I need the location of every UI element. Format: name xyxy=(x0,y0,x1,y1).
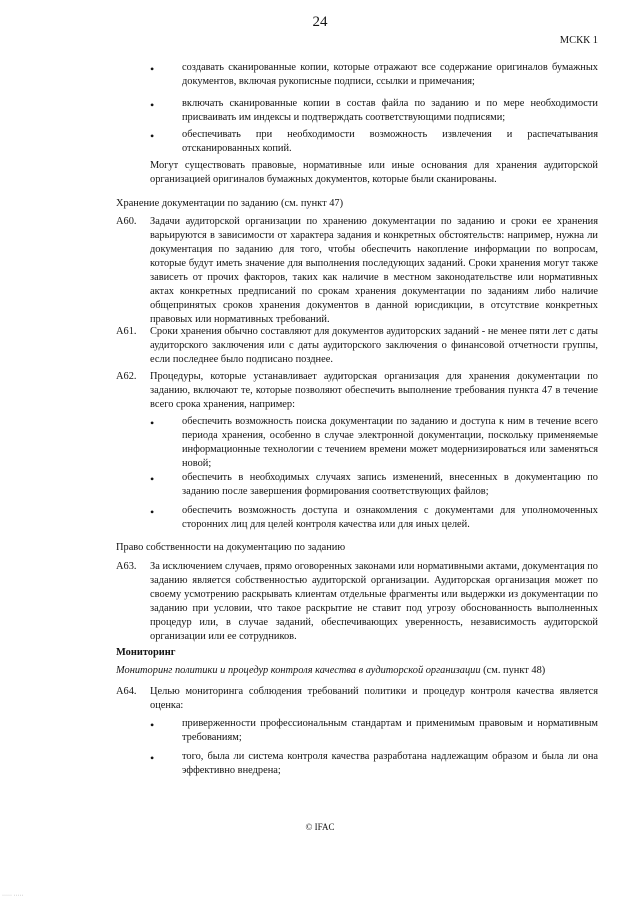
scan-artifact: ····· ····· xyxy=(2,893,24,899)
body-paragraph: Могут существовать правовые, нормативные или иные основания для хранения аудиторской организацией оригиналов бумажных документов, которые были сканированы. xyxy=(150,160,598,185)
bullet-dot-icon: • xyxy=(150,718,155,732)
paragraph-number: A61. xyxy=(116,326,137,337)
running-header: МСКК 1 xyxy=(559,35,598,46)
page-footer: © IFAC xyxy=(305,822,335,832)
bullet-dot-icon: • xyxy=(150,98,155,112)
paragraph-a61: Сроки хранения обычно составляют для документов аудиторских заданий - не менее пяти лет с даты аудиторского заключения или с даты аудиторского заключения о финансовой отчетности группы, если последнее было подписано позднее. xyxy=(150,326,598,365)
section-heading-ownership: Право собственности на документацию по заданию xyxy=(116,542,346,553)
paragraph-number: A60. xyxy=(116,216,137,227)
paragraph-a64: Целью мониторинга соблюдения требований политики и процедур контроля качества является оценка: xyxy=(150,686,598,711)
bullet-dot-icon: • xyxy=(150,416,155,430)
paragraph-number: A63. xyxy=(116,561,137,572)
paragraph-a62: Процедуры, которые устанавливает аудиторская организация для хранения документации по заданию, включают те, которые позволяют обеспечить выполнение требования пункта 47 в течение всего срока хранения, например: xyxy=(150,371,598,410)
list-item: обеспечить возможность доступа и ознакомления с документами для уполномоченных сторонних лиц для целей контроля качества или для иных целей. xyxy=(182,505,598,530)
section-heading-monitoring: Мониторинг xyxy=(116,647,176,658)
paragraph-a63: За исключением случаев, прямо оговоренных законами или нормативными актами, документация по заданию является собственностью аудиторской организации. Аудиторская организация может по своему усмотрению раскрывать клиентам отдельные фрагменты или выдержки из документации по заданию при условии, что такое раскрытие не ставит под угрозу обоснованность выполненных процедур или, в случае заданий, обеспечивающих уверенность, независимость аудиторской организации или ее сотрудников. xyxy=(150,561,598,642)
list-item: создавать сканированные копии, которые отражают все содержание оригиналов бумажных документов, включая рукописные подписи, ссылки и примечания; xyxy=(182,62,598,87)
bullet-dot-icon: • xyxy=(150,62,155,76)
paragraph-number: A64. xyxy=(116,686,137,697)
list-item: обеспечивать при необходимости возможность извлечения и распечатывания отсканированных копий. xyxy=(182,129,598,154)
page-number: 24 xyxy=(312,14,328,30)
list-item: приверженности профессиональным стандартам и применимым правовым и нормативным требованиям; xyxy=(182,718,598,743)
bullet-dot-icon: • xyxy=(150,472,155,486)
bullet-dot-icon: • xyxy=(150,129,155,143)
list-item: включать сканированные копии в состав файла по заданию и по мере необходимости присваивать им индексы и подтверждать соответствующими подписями; xyxy=(182,98,598,123)
subsection-heading-ref: (см. пункт 48) xyxy=(480,665,546,676)
list-item: обеспечить возможность поиска документации по заданию и доступа к ним в течение всего периода хранения, особенно в случае электронной документации, поскольку применяемые информационные технологии с течением времени может модернизироваться или заменяться новой; xyxy=(182,416,598,469)
list-item: обеспечить в необходимых случаях запись изменений, внесенных в документацию по заданию после завершения формирования соответствующих файлов; xyxy=(182,472,598,497)
bullet-dot-icon: • xyxy=(150,751,155,765)
subsection-heading-title: Мониторинг политики и процедур контроля качества в аудиторской организации xyxy=(116,665,481,676)
bullet-dot-icon: • xyxy=(150,505,155,519)
list-item: того, была ли система контроля качества разработана надлежащим образом и была ли она эффективно внедрена; xyxy=(182,751,598,776)
paragraph-number: A62. xyxy=(116,371,137,382)
subsection-heading-monitoring xyxy=(116,664,598,678)
section-heading-retention: Хранение документации по заданию (см. пункт 47) xyxy=(116,198,344,209)
paragraph-a60: Задачи аудиторской организации по хранению документации по заданию и сроки ее хранения варьируются в зависимости от характера задания и конкретных обстоятельств: например, нужна ли документация по заданию для того, чтобы обеспечить накопление информации по вопросам, которые будут иметь значение для выполнения последующих заданий. Сроки хранения могут также зависеть от прочих факторов, таких как наличие в местном законодательстве или нормативных актах конкретных предписаний по срокам хранения документации по заданиям либо наличие общепринятых сроков хранения документов в данной юрисдикции, в отсутствие конкретных правовых или нормативных требований. xyxy=(150,216,598,325)
